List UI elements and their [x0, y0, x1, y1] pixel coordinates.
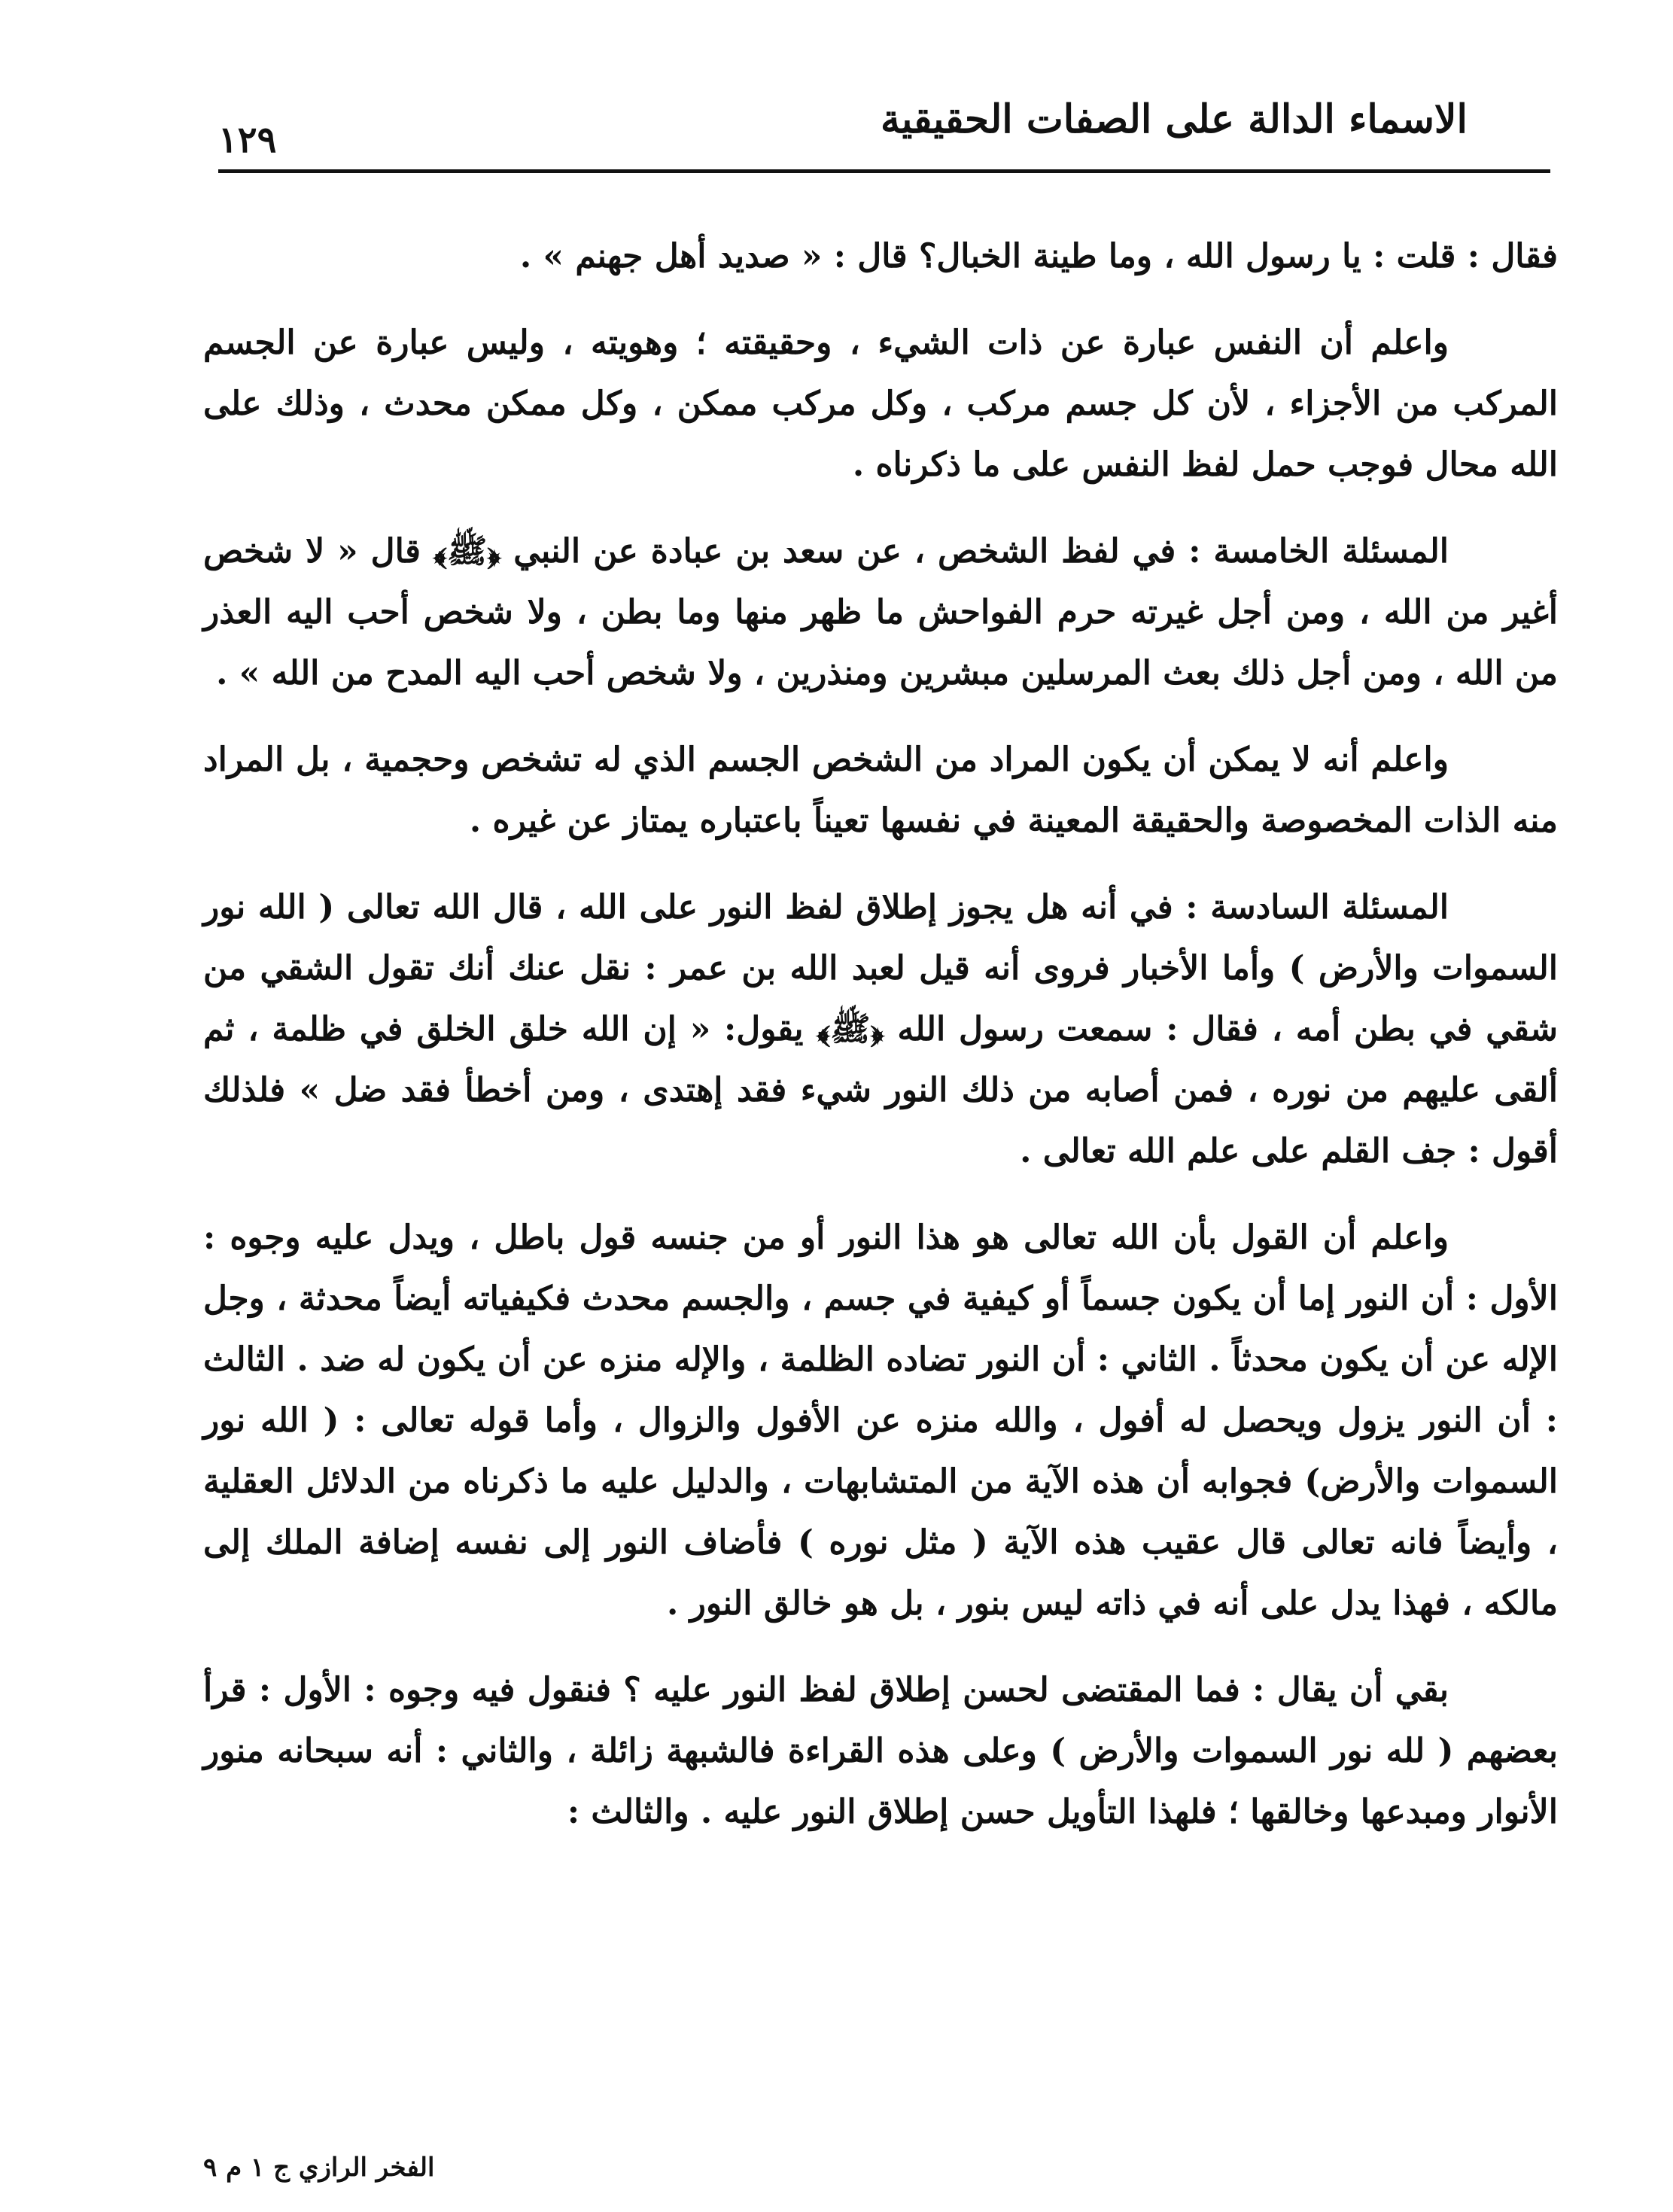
- paragraph-3-fifth-question: المسئلة الخامسة : في لفظ الشخص ، عن سعد بن عبادة عن النبي ﴿ﷺ﴾ قال « لا شخص أغير من الله ، ومن أجل غيرته حرم الفواحش ما ظهر منها وما بطن ، ولا شخص أحب اليه العذر من الله ، ومن أجل ذلك بعث المرسلين مبشرين ومنذرين ، ولا شخص أحب اليه المدح من الله » .: [203, 532, 1558, 692]
- page-footer-signature: الفخر الرازي ج ١ م ٩: [203, 2153, 435, 2183]
- page-number: ١٢٩: [218, 119, 277, 161]
- paragraph-6: واعلم أن القول بأن الله تعالى هو هذا النور أو من جنسه قول باطل ، ويدل عليه وجوه : الأول : أن النور إما أن يكون جسماً أو كيفية في جسم ، والجسم محدث فكيفياته أيضاً محدثة ، وجل الإله عن أن يكون محدثاً . الثاني : أن النور تضاده الظلمة ، والإله منزه عن أن يكون له ضد . الثالث : أن النور يزول ويحصل له أفول ، والله منزه عن الأفول والزوال ، وأما قوله تعالى : ( الله نور السموات والأرض) فجوابه أن هذه الآية من المتشابهات ، والدليل عليه ما ذكرناه من الدلائل العقلية ، وأيضاً فانه تعالى قال عقيب هذه الآية ( مثل نوره ) فأضاف النور إلى نفسه إضافة الملك إلى مالكه ، فهذا يدل على أنه في ذاته ليس بنور ، بل هو خالق النور .: [203, 1219, 1559, 1623]
- running-title: الاسماء الدالة على الصفات الحقيقية: [881, 96, 1468, 142]
- paragraph-7: بقي أن يقال : فما المقتضى لحسن إطلاق لفظ النور عليه ؟ فنقول فيه وجوه : الأول : قرأ بعضهم ( لله نور السموات والأرض ) وعلى هذه القراءة فالشبهة زائلة ، والثاني : أنه سبحانه منور الأنوار ومبدعها وخالقها ؛ فلهذا التأويل حسن إطلاق النور عليه . والثالث :: [203, 1671, 1558, 1831]
- header-rule: [218, 169, 1550, 173]
- paragraph-4: واعلم أنه لا يمكن أن يكون المراد من الشخص الجسم الذي له تشخص وحجمية ، بل المراد منه الذات المخصوصة والحقيقة المعينة في نفسها تعيناً باعتباره يمتاز عن غيره .: [203, 741, 1558, 840]
- paragraph-2: واعلم أن النفس عبارة عن ذات الشيء ، وحقيقته ؛ وهويته ، وليس عبارة عن الجسم المركب من الأجزاء ، لأن كل جسم مركب ، وكل مركب ممكن ، وكل ممكن محدث ، وذلك على الله محال فوجب حمل لفظ النفس على ما ذكرناه .: [203, 324, 1558, 484]
- paragraph-1: فقال : قلت : يا رسول الله ، وما طينة الخبال؟ قال : « صديد أهل جهنم » .: [519, 237, 1558, 275]
- paragraph-5-sixth-question: المسئلة السادسة : في أنه هل يجوز إطلاق لفظ النور على الله ، قال الله تعالى ( الله نور السموات والأرض ) وأما الأخبار فروى أنه قيل لعبد الله بن عمر : نقل عنك أنك تقول الشقي من شقي في بطن أمه ، فقال : سمعت رسول الله ﴿ﷺ﴾ يقول: « إن الله خلق الخلق في ظلمة ، ثم ألقى عليهم من نوره ، فمن أصابه من ذلك النور شيء فقد إهتدى ، ومن أخطأ فقد ضل » فلذلك أقول : جف القلم على علم الله تعالى .: [203, 888, 1558, 1170]
- body-text: [203, 226, 1558, 1868]
- page-header: [218, 89, 1550, 168]
